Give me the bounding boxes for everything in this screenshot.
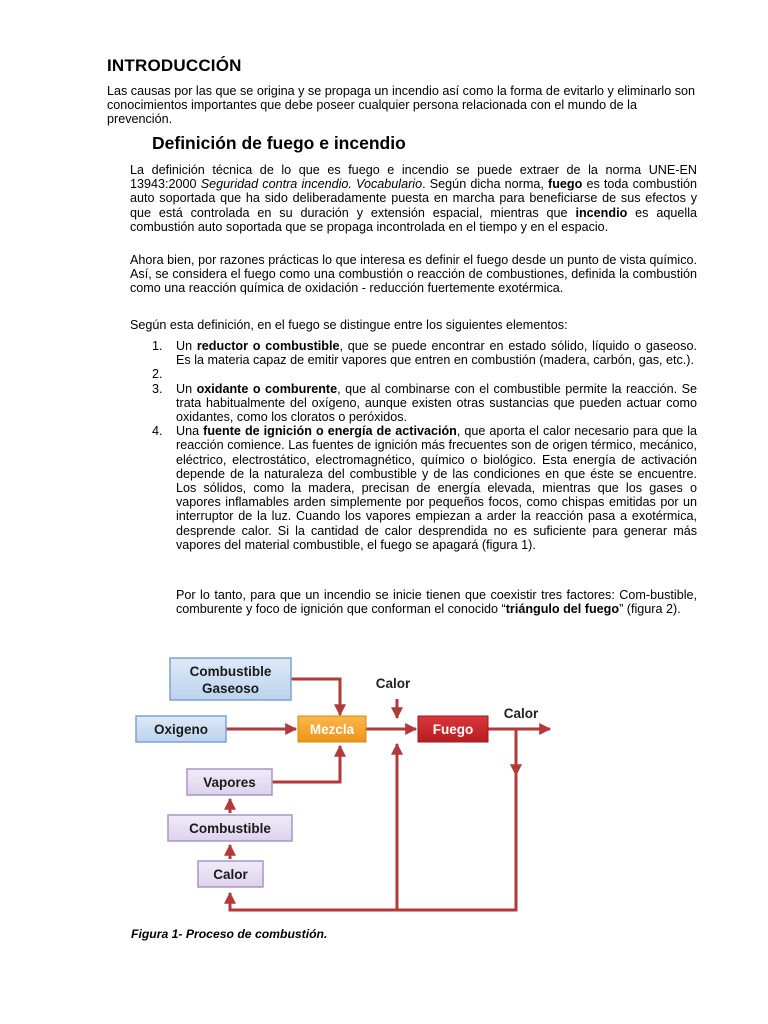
definition-paragraph: La definición técnica de lo que es fuego e incendio se puede extraer de la norma UNE-EN 13943:2000 Seguridad contra incendio. Vocabulario. Según dicha norma, fuego es toda combustión auto soportada que ha sido deliberadamente puesta en marcha para beneficiarse de sus efectos y que está controlada en su duración y extensión espacial, mientras que incendio es aquella combustión auto soportada que se propaga incontrolada en el tiempo y en el espacio. [130,163,698,234]
intro-heading: INTRODUCCIÓN [107,56,242,75]
list-item: 1. Un reductor o combustible, que se puede encontrar en estado sólido, líquido o gaseoso. Es la materia capaz de emitir vapores que entren en combustión (madera, carbón, gas, etc.). [152,339,697,368]
intro-paragraph: Las causas por las que se origina y se propaga un incendio así como la forma de evitarlo y eliminarlo son conocimientos importantes que debe poseer cualquier persona relacionada con el mundo de la prevención. [107,84,696,127]
chemical-paragraph: Ahora bien, por razones prácticas lo que interesa es definir el fuego desde un punto de vista químico. Así, se considera el fuego como una combustión o reacción de combustiones, definida la combustión como una reacción química de oxidación - reducción fuertemente exotérmica. [130,253,697,296]
svg-text:Mezcla: Mezcla [309,722,355,737]
svg-text:Calor: Calor [213,867,248,882]
term-triangulo: triángulo del fuego [505,602,620,617]
list-item: 4. Una fuente de ignición o energía de activación, que aporta el calor necesario para que la reacción comience. Las fuentes de ignición más frecuentes son de origen térmico, mecánico, eléctrico, electrostático, electromagnético, químico o biológico. Esta energía de activación depende de la naturaleza del combustible y de las condiciones en que éste se encuentre. Los sólidos, como la madera, precisan de energía elevada, mientras que los gases o vapores inflamables arden simplemente por pequeños focos, como chispas emitidas por un interruptor de la luz. Cuando los vapores empiezan a arder la reacción pasa a exotérmica, desprende calor. Si la cantidad de calor desprendida no es suficiente para generar más vapores del material combustible, el fuego se apagará (figura 1). [152,424,698,552]
svg-text:Oxigeno: Oxigeno [153,722,209,737]
term-incendio: incendio [575,205,628,220]
diagram-arrows [226,679,550,910]
arrow-vapores-to-mezcla [272,746,340,782]
box-calor [198,861,263,887]
section-heading: Definición de fuego e incendio [152,133,406,153]
norm-title: Seguridad contra incendio. Vocabulario [200,177,423,192]
figure-caption: Figura 1- Proceso de combustión. [131,927,328,941]
box-oxigeno [136,716,226,742]
triangle-paragraph: Por lo tanto, para que un incendio se inicie tienen que coexistir tres factores: Com-bustible, comburente y foco de ignición que conforman el conocido “triángulo del fuego” (figura 2). [176,588,697,617]
label-calor-top: Calor [375,676,411,691]
box-fuego [418,716,488,742]
svg-text:Vapores: Vapores [203,775,256,790]
box-mezcla [298,716,366,742]
svg-text:Combustible: Combustible [189,664,272,679]
term-fuego: fuego [548,177,583,192]
box-combustible [168,815,292,841]
list-item: 3. Un oxidante o comburente, que al combinarse con el combustible permite la reacción. Se trata habitualmente del oxígeno, aunque existen otras sustancias que pueden actuar como oxidantes, como los cloratos o peróxidos. [152,381,697,424]
svg-text:Fuego: Fuego [432,722,474,737]
elements-intro: Según esta definición, en el fuego se distingue entre los siguientes elementos: [130,318,568,332]
box-combustible-gaseoso [170,658,291,700]
svg-text:Combustible: Combustible [189,821,271,836]
box-vapores [187,769,272,795]
arrow-gaseoso-to-mezcla [291,679,340,715]
svg-text:Gaseoso: Gaseoso [201,681,260,696]
list-item: 2. [152,367,163,382]
label-calor-right: Calor [503,706,539,721]
arrow-feedback-bottom [230,775,516,910]
